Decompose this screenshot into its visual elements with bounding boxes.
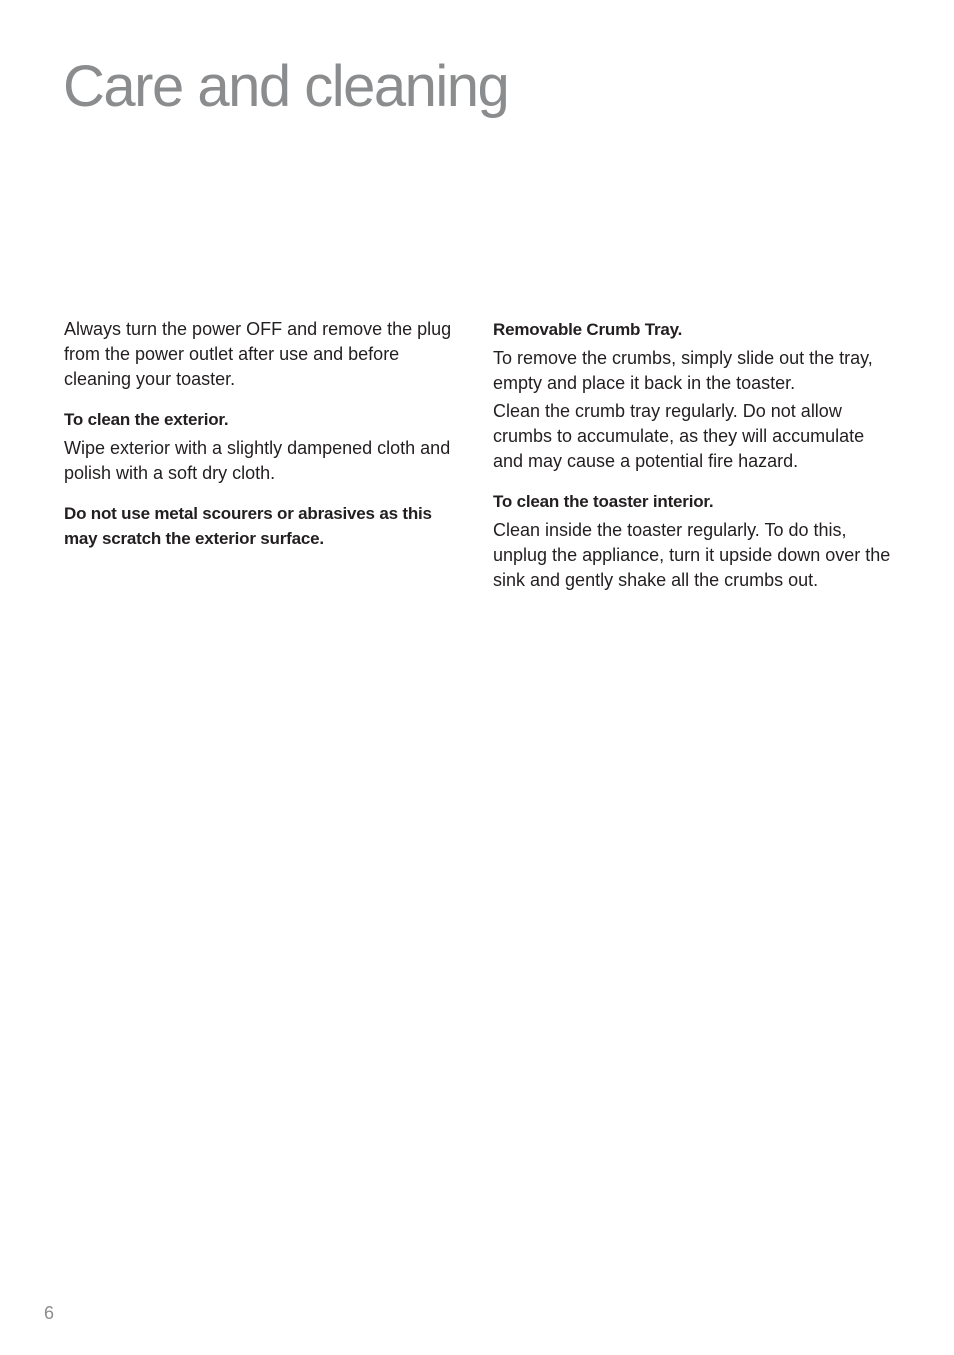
left-column: [64, 317, 456, 551]
crumb-tray-paragraph-2: Clean the crumb tray regularly. Do not allow crumbs to accumulate, as they will accumulate and may cause a potential fire hazard.: [493, 401, 865, 471]
crumb-tray-heading: Removable Crumb Tray.: [493, 320, 683, 339]
page-title: Care and cleaning: [63, 54, 509, 119]
right-column: [493, 317, 893, 593]
page-number: 6: [44, 1303, 55, 1323]
exterior-heading: To clean the exterior.: [64, 410, 229, 429]
exterior-paragraph: Wipe exterior with a slightly dampened cloth and polish with a soft dry cloth.: [64, 438, 451, 483]
interior-heading: To clean the toaster interior.: [493, 492, 714, 511]
warning-paragraph: Do not use metal scourers or abrasives as this may scratch the exterior surface.: [64, 504, 432, 548]
crumb-tray-paragraph-1: To remove the crumbs, simply slide out the tray, empty and place it back in the toaster.: [493, 348, 873, 393]
intro-paragraph: Always turn the power OFF and remove the plug from the power outlet after use and before cleaning your toaster.: [64, 319, 452, 389]
interior-paragraph: Clean inside the toaster regularly. To do this, unplug the appliance, turn it upside down over the sink and gently shake all the crumbs out.: [493, 520, 891, 590]
